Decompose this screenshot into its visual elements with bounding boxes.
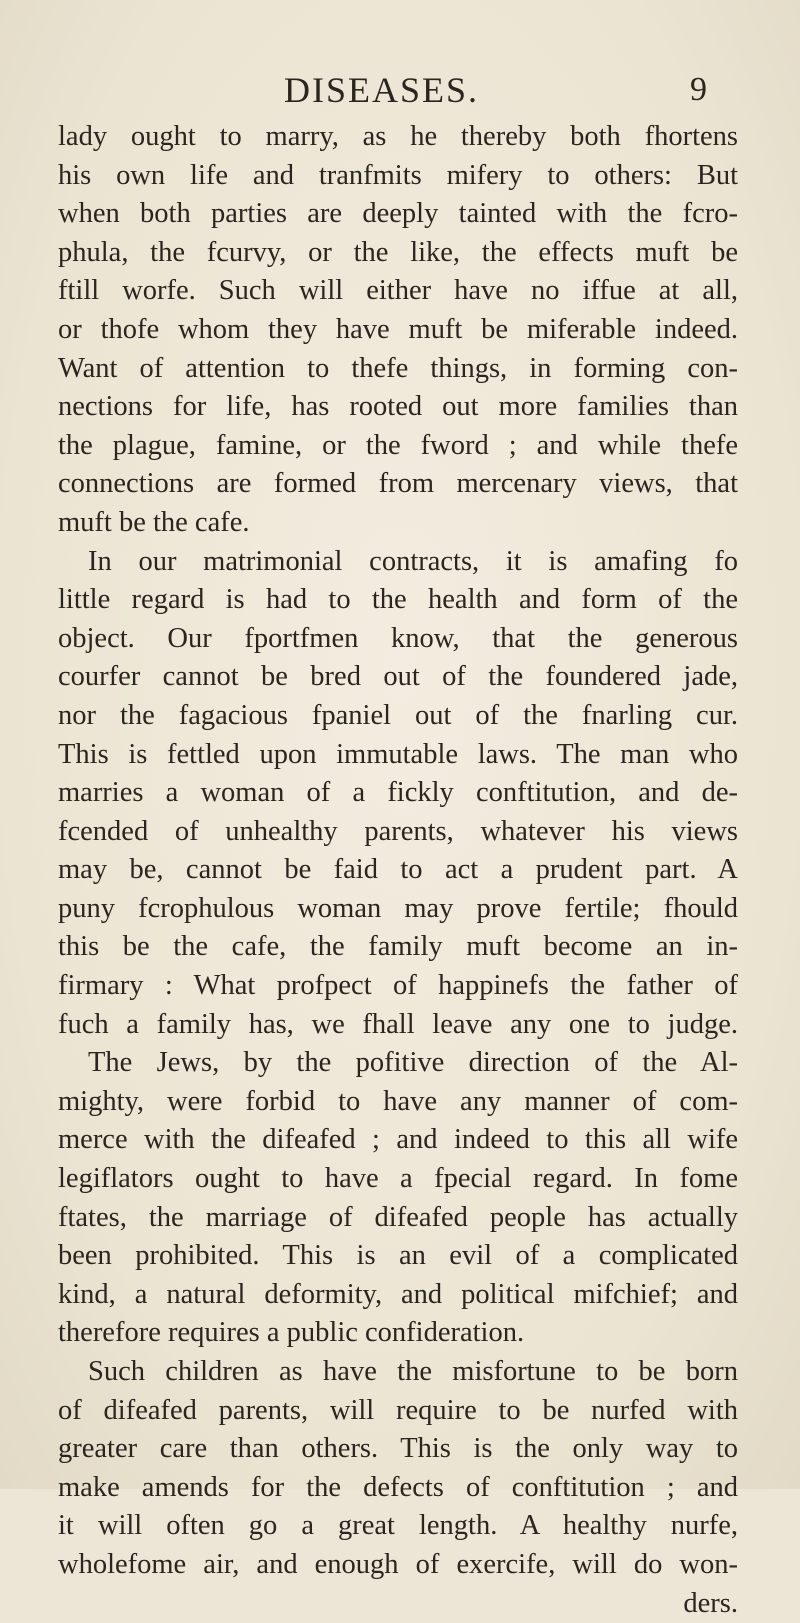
running-title: DISEASES. xyxy=(284,70,480,110)
text-line: it will often go a great length. A healthy nurfe, xyxy=(58,1510,738,1542)
text-line: when both parties are deeply tainted with the fcro- xyxy=(58,198,738,230)
text-line: firmary : What profpect of happinefs the father of xyxy=(58,970,738,1002)
text-line: puny fcrophulous woman may prove fertile; fhould xyxy=(58,892,738,924)
text-line: ders. xyxy=(683,1587,738,1619)
body-text xyxy=(58,118,738,1623)
text-line: been prohibited. This is an evil of a complicated xyxy=(58,1240,738,1272)
text-line: Want of attention to thefe things, in forming con- xyxy=(58,352,738,384)
text-line: of difeafed parents, will require to be nurfed with xyxy=(58,1394,738,1426)
text-line: ftates, the marriage of difeafed people has actually xyxy=(58,1201,738,1233)
text-line: This is fettled upon immutable laws. The man who xyxy=(58,738,738,770)
page-number: 9 xyxy=(690,71,707,108)
text-line: or thofe whom they have muft be miferable indeed. xyxy=(58,313,738,345)
text-line: lady ought to marry, as he thereby both fhortens xyxy=(58,121,738,152)
text-line: object. Our fportfmen know, that the generous xyxy=(58,622,738,654)
text-line: mighty, were forbid to have any manner of com- xyxy=(58,1085,738,1117)
text-line: In our matrimonial contracts, it is amafing fo xyxy=(88,545,738,577)
text-line: fcended of unhealthy parents, whatever his views xyxy=(58,815,738,847)
text-line: The Jews, by the pofitive direction of the Al- xyxy=(88,1047,738,1079)
text-line: his own life and tranfmits mifery to others: But xyxy=(58,159,738,191)
text-line: phula, the fcurvy, or the like, the effects muft be xyxy=(58,236,738,268)
text-line: fuch a family has, we fhall leave any one to judge. xyxy=(58,1008,738,1040)
text-line: courfer cannot be bred out of the foundered jade, xyxy=(58,661,738,693)
text-line: merce with the difeafed ; and indeed to this all wife xyxy=(58,1124,738,1156)
text-line: the plague, famine, or the fword ; and while thefe xyxy=(58,429,738,461)
text-line: legiflators ought to have a fpecial regard. In fome xyxy=(58,1163,738,1195)
text-line: kind, a natural deformity, and political mifchief; and xyxy=(58,1278,738,1310)
text-line: may be, cannot be faid to act a prudent part. A xyxy=(58,854,738,886)
text-line: ftill worfe. Such will either have no iffue at all, xyxy=(58,275,738,307)
text-line: marries a woman of a fickly conftitution, and de- xyxy=(58,777,738,809)
text-line: this be the cafe, the family muft become an in- xyxy=(58,931,738,963)
text-line: wholefome air, and enough of exercife, will do won- xyxy=(58,1548,738,1580)
text-line: therefore requires a public confideration. xyxy=(58,1317,525,1349)
text-line: nections for life, has rooted out more families than xyxy=(58,391,738,423)
text-line: Such children as have the misfortune to be born xyxy=(88,1356,738,1387)
text-line: muft be the cafe. xyxy=(58,506,250,538)
text-line: greater care than others. This is the only way to xyxy=(58,1433,738,1465)
running-head xyxy=(0,70,800,110)
text-line: little regard is had to the health and form of the xyxy=(58,584,738,616)
text-line: connections are formed from mercenary views, that xyxy=(58,468,738,500)
text-line: nor the fagacious fpaniel out of the fnarling cur. xyxy=(58,699,738,731)
text-line: make amends for the defects of conftitution ; and xyxy=(58,1471,738,1503)
